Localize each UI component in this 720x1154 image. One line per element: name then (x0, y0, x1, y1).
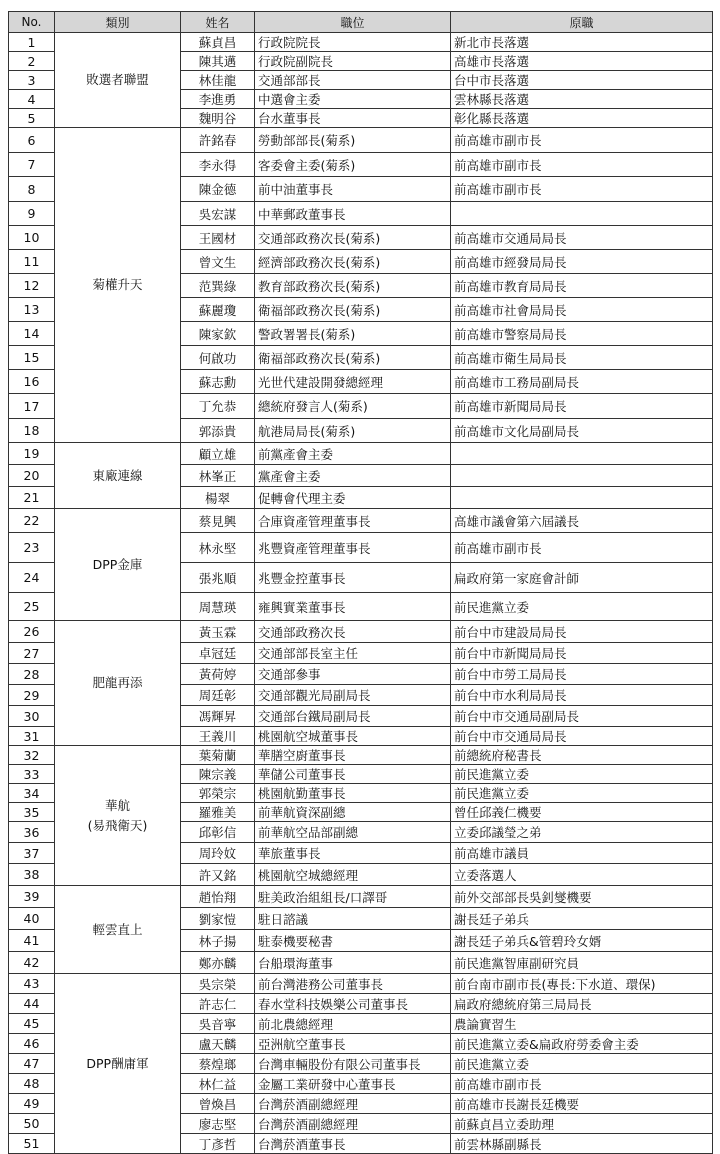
row-number: 13 (9, 298, 55, 322)
row-number: 6 (9, 128, 55, 153)
person-name: 郭添貴 (181, 419, 255, 443)
table-row (9, 621, 713, 643)
position-cell: 交通部政務次長(菊系) (255, 226, 451, 250)
original-post-cell: 前台中市建設局局長 (451, 621, 713, 643)
original-post-cell: 扁政府總統府第三局局長 (451, 994, 713, 1014)
position-cell: 前華航資深副總 (255, 803, 451, 822)
position-cell: 交通部台鐵局副局長 (255, 706, 451, 727)
original-post-cell: 前高雄市副市長 (451, 128, 713, 153)
row-number: 27 (9, 643, 55, 664)
table-row (9, 974, 713, 994)
header-name: 姓名 (181, 12, 255, 33)
header-original: 原職 (451, 12, 713, 33)
original-post-cell: 立委落選人 (451, 864, 713, 886)
category-cell: 華航 (易飛衛天) (55, 746, 181, 886)
position-cell: 桃園航勤董事長 (255, 784, 451, 803)
row-number: 16 (9, 370, 55, 394)
person-name: 丁彥哲 (181, 1134, 255, 1154)
row-number: 21 (9, 487, 55, 509)
position-cell: 教育部政務次長(菊系) (255, 274, 451, 298)
original-post-cell: 前民進黨立委 (451, 784, 713, 803)
row-number: 5 (9, 109, 55, 128)
category-cell: 東廠連線 (55, 443, 181, 509)
row-number: 46 (9, 1034, 55, 1054)
row-number: 23 (9, 533, 55, 563)
position-cell: 衛福部政務次長(菊系) (255, 346, 451, 370)
original-post-cell: 前民進黨立委 (451, 1054, 713, 1074)
row-number: 33 (9, 765, 55, 784)
original-post-cell: 前外交部部長吳釗燮機要 (451, 886, 713, 908)
row-number: 36 (9, 822, 55, 843)
row-number: 29 (9, 685, 55, 706)
original-post-cell: 前蘇貞昌立委助理 (451, 1114, 713, 1134)
original-post-cell: 台中市長落選 (451, 71, 713, 90)
person-name: 卓冠廷 (181, 643, 255, 664)
category-cell: 菊權升天 (55, 128, 181, 443)
original-post-cell: 前民進黨立委 (451, 765, 713, 784)
position-cell: 總統府發言人(菊系) (255, 394, 451, 419)
original-post-cell: 前高雄市議員 (451, 843, 713, 864)
original-post-cell: 前台中市水利局局長 (451, 685, 713, 706)
position-cell: 交通部觀光局副局長 (255, 685, 451, 706)
person-name: 羅雅美 (181, 803, 255, 822)
position-cell: 華膳空廚董事長 (255, 746, 451, 765)
row-number: 31 (9, 727, 55, 746)
row-number: 40 (9, 908, 55, 930)
row-number: 32 (9, 746, 55, 765)
person-name: 陳家欽 (181, 322, 255, 346)
original-post-cell: 前高雄市衛生局局長 (451, 346, 713, 370)
row-number: 2 (9, 52, 55, 71)
row-number: 39 (9, 886, 55, 908)
person-name: 林子揚 (181, 930, 255, 952)
row-number: 11 (9, 250, 55, 274)
row-number: 4 (9, 90, 55, 109)
person-name: 盧天麟 (181, 1034, 255, 1054)
person-name: 蘇貞昌 (181, 33, 255, 52)
position-cell: 台灣菸酒副總經理 (255, 1114, 451, 1134)
row-number: 37 (9, 843, 55, 864)
position-cell: 警政署署長(菊系) (255, 322, 451, 346)
person-name: 周廷彰 (181, 685, 255, 706)
original-post-cell: 前台南市副市長(專長:下水道、環保) (451, 974, 713, 994)
person-name: 林峯正 (181, 465, 255, 487)
person-name: 張兆順 (181, 563, 255, 593)
person-name: 邱彰信 (181, 822, 255, 843)
position-cell: 亞洲航空董事長 (255, 1034, 451, 1054)
position-cell: 黨產會主委 (255, 465, 451, 487)
position-cell: 台水董事長 (255, 109, 451, 128)
position-cell: 前北農總經理 (255, 1014, 451, 1034)
position-cell: 交通部部長 (255, 71, 451, 90)
table-row (9, 886, 713, 908)
original-post-cell: 前高雄市副市長 (451, 153, 713, 177)
position-cell: 航港局局長(菊系) (255, 419, 451, 443)
original-post-cell: 雲林縣長落選 (451, 90, 713, 109)
row-number: 17 (9, 394, 55, 419)
row-number: 19 (9, 443, 55, 465)
row-number: 15 (9, 346, 55, 370)
original-post-cell: 前高雄市社會局局長 (451, 298, 713, 322)
table-row (9, 509, 713, 533)
row-number: 43 (9, 974, 55, 994)
category-cell: DPP金庫 (55, 509, 181, 621)
row-number: 18 (9, 419, 55, 443)
person-name: 顧立雄 (181, 443, 255, 465)
position-cell: 合庫資產管理董事長 (255, 509, 451, 533)
position-cell: 前台灣港務公司董事長 (255, 974, 451, 994)
person-name: 黃荷婷 (181, 664, 255, 685)
person-name: 林永堅 (181, 533, 255, 563)
position-cell: 中選會主委 (255, 90, 451, 109)
original-post-cell: 前高雄市副市長 (451, 533, 713, 563)
person-name: 蔡見興 (181, 509, 255, 533)
position-cell: 駐美政治組組長/口譯哥 (255, 886, 451, 908)
table-row (9, 443, 713, 465)
position-cell: 台灣菸酒董事長 (255, 1134, 451, 1154)
person-name: 郭榮宗 (181, 784, 255, 803)
position-cell: 兆豐資產管理董事長 (255, 533, 451, 563)
original-post-cell: 前高雄市副市長 (451, 1074, 713, 1094)
position-cell: 春水堂科技娛樂公司董事長 (255, 994, 451, 1014)
original-post-cell: 前高雄市交通局局長 (451, 226, 713, 250)
original-post-cell: 謝長廷子弟兵&管碧玲女婿 (451, 930, 713, 952)
original-post-cell: 謝長廷子弟兵 (451, 908, 713, 930)
person-name: 王義川 (181, 727, 255, 746)
header-no: No. (9, 12, 55, 33)
row-number: 24 (9, 563, 55, 593)
person-name: 曾煥昌 (181, 1094, 255, 1114)
row-number: 51 (9, 1134, 55, 1154)
row-number: 38 (9, 864, 55, 886)
person-name: 蘇志勳 (181, 370, 255, 394)
original-post-cell: 前民進黨立委&扁政府勞委會主委 (451, 1034, 713, 1054)
position-cell: 前中油董事長 (255, 177, 451, 202)
original-post-cell: 前高雄市經發局局長 (451, 250, 713, 274)
person-name: 陳其邁 (181, 52, 255, 71)
row-number: 44 (9, 994, 55, 1014)
person-name: 黃玉霖 (181, 621, 255, 643)
position-cell: 前華航空品部副總 (255, 822, 451, 843)
position-cell: 經濟部政務次長(菊系) (255, 250, 451, 274)
row-number: 9 (9, 202, 55, 226)
person-name: 蘇麗瓊 (181, 298, 255, 322)
position-cell: 中華郵政董事長 (255, 202, 451, 226)
row-number: 22 (9, 509, 55, 533)
person-name: 許銘春 (181, 128, 255, 153)
original-post-cell: 前民進黨智庫副研究員 (451, 952, 713, 974)
row-number: 26 (9, 621, 55, 643)
header-row (9, 12, 713, 33)
person-name: 楊翠 (181, 487, 255, 509)
row-number: 34 (9, 784, 55, 803)
person-name: 曾文生 (181, 250, 255, 274)
row-number: 12 (9, 274, 55, 298)
position-cell: 台船環海董事 (255, 952, 451, 974)
person-name: 許志仁 (181, 994, 255, 1014)
position-cell: 行政院院長 (255, 33, 451, 52)
original-post-cell: 農論實習生 (451, 1014, 713, 1034)
person-name: 劉家愷 (181, 908, 255, 930)
person-name: 王國材 (181, 226, 255, 250)
person-name: 何啟功 (181, 346, 255, 370)
position-cell: 駐日諮議 (255, 908, 451, 930)
position-cell: 台灣菸酒副總經理 (255, 1094, 451, 1114)
position-cell: 華旅董事長 (255, 843, 451, 864)
original-post-cell: 高雄市議會第六屆議長 (451, 509, 713, 533)
appointments-table (8, 11, 713, 1154)
row-number: 47 (9, 1054, 55, 1074)
person-name: 趙怡翔 (181, 886, 255, 908)
category-cell: 敗選者聯盟 (55, 33, 181, 128)
row-number: 42 (9, 952, 55, 974)
original-post-cell: 扁政府第一家庭會計師 (451, 563, 713, 593)
person-name: 蔡煌瑯 (181, 1054, 255, 1074)
person-name: 廖志堅 (181, 1114, 255, 1134)
position-cell: 光世代建設開發總經理 (255, 370, 451, 394)
position-cell: 客委會主委(菊系) (255, 153, 451, 177)
table-row (9, 746, 713, 765)
person-name: 丁允恭 (181, 394, 255, 419)
person-name: 馮輝昇 (181, 706, 255, 727)
original-post-cell: 高雄市長落選 (451, 52, 713, 71)
position-cell: 交通部政務次長 (255, 621, 451, 643)
position-cell: 兆豐金控董事長 (255, 563, 451, 593)
original-post-cell: 前高雄市教育局局長 (451, 274, 713, 298)
person-name: 吳音寧 (181, 1014, 255, 1034)
person-name: 葉菊蘭 (181, 746, 255, 765)
person-name: 吳宏謀 (181, 202, 255, 226)
person-name: 林佳龍 (181, 71, 255, 90)
row-number: 3 (9, 71, 55, 90)
original-post-cell (451, 487, 713, 509)
original-post-cell: 前台中市交通局副局長 (451, 706, 713, 727)
position-cell: 交通部部長室主任 (255, 643, 451, 664)
person-name: 林仁益 (181, 1074, 255, 1094)
original-post-cell: 前台中市勞工局局長 (451, 664, 713, 685)
category-cell: 輕雲直上 (55, 886, 181, 974)
person-name: 周慧瑛 (181, 593, 255, 621)
original-post-cell: 彰化縣長落選 (451, 109, 713, 128)
table-body (9, 33, 713, 1154)
original-post-cell: 前高雄市文化局副局長 (451, 419, 713, 443)
row-number: 20 (9, 465, 55, 487)
position-cell: 雍興實業董事長 (255, 593, 451, 621)
person-name: 許又銘 (181, 864, 255, 886)
original-post-cell: 前台中市新聞局局長 (451, 643, 713, 664)
header-position: 職位 (255, 12, 451, 33)
original-post-cell: 前雲林縣副縣長 (451, 1134, 713, 1154)
position-cell: 促轉會代理主委 (255, 487, 451, 509)
original-post-cell (451, 465, 713, 487)
row-number: 1 (9, 33, 55, 52)
original-post-cell: 前民進黨立委 (451, 593, 713, 621)
person-name: 周玲妏 (181, 843, 255, 864)
person-name: 魏明谷 (181, 109, 255, 128)
person-name: 李永得 (181, 153, 255, 177)
table-row (9, 33, 713, 52)
row-number: 28 (9, 664, 55, 685)
position-cell: 台灣車輛股份有限公司董事長 (255, 1054, 451, 1074)
table-row (9, 128, 713, 153)
position-cell: 駐泰機要秘書 (255, 930, 451, 952)
position-cell: 桃園航空城董事長 (255, 727, 451, 746)
position-cell: 交通部參事 (255, 664, 451, 685)
original-post-cell: 前高雄市副市長 (451, 177, 713, 202)
person-name: 陳宗義 (181, 765, 255, 784)
category-cell: 肥龍再添 (55, 621, 181, 746)
original-post-cell: 前台中市交通局局長 (451, 727, 713, 746)
position-cell: 前黨產會主委 (255, 443, 451, 465)
header-category: 類別 (55, 12, 181, 33)
position-cell: 行政院副院長 (255, 52, 451, 71)
person-name: 鄭亦麟 (181, 952, 255, 974)
person-name: 陳金德 (181, 177, 255, 202)
row-number: 49 (9, 1094, 55, 1114)
row-number: 45 (9, 1014, 55, 1034)
original-post-cell (451, 202, 713, 226)
original-post-cell: 前高雄市工務局副局長 (451, 370, 713, 394)
row-number: 7 (9, 153, 55, 177)
position-cell: 金屬工業研發中心董事長 (255, 1074, 451, 1094)
row-number: 14 (9, 322, 55, 346)
original-post-cell: 前高雄市長謝長廷機要 (451, 1094, 713, 1114)
original-post-cell: 立委邱議瑩之弟 (451, 822, 713, 843)
position-cell: 華儲公司董事長 (255, 765, 451, 784)
original-post-cell: 前高雄市新聞局局長 (451, 394, 713, 419)
row-number: 48 (9, 1074, 55, 1094)
row-number: 8 (9, 177, 55, 202)
person-name: 吳宗榮 (181, 974, 255, 994)
row-number: 30 (9, 706, 55, 727)
row-number: 35 (9, 803, 55, 822)
person-name: 李進勇 (181, 90, 255, 109)
row-number: 10 (9, 226, 55, 250)
row-number: 25 (9, 593, 55, 621)
position-cell: 桃園航空城總經理 (255, 864, 451, 886)
original-post-cell: 前高雄市警察局局長 (451, 322, 713, 346)
row-number: 41 (9, 930, 55, 952)
position-cell: 勞動部部長(菊系) (255, 128, 451, 153)
category-cell: DPP酬庸軍 (55, 974, 181, 1154)
row-number: 50 (9, 1114, 55, 1134)
original-post-cell: 曾任邱義仁機要 (451, 803, 713, 822)
position-cell: 衛福部政務次長(菊系) (255, 298, 451, 322)
original-post-cell (451, 443, 713, 465)
original-post-cell: 前總統府秘書長 (451, 746, 713, 765)
person-name: 范巽綠 (181, 274, 255, 298)
original-post-cell: 新北市長落選 (451, 33, 713, 52)
